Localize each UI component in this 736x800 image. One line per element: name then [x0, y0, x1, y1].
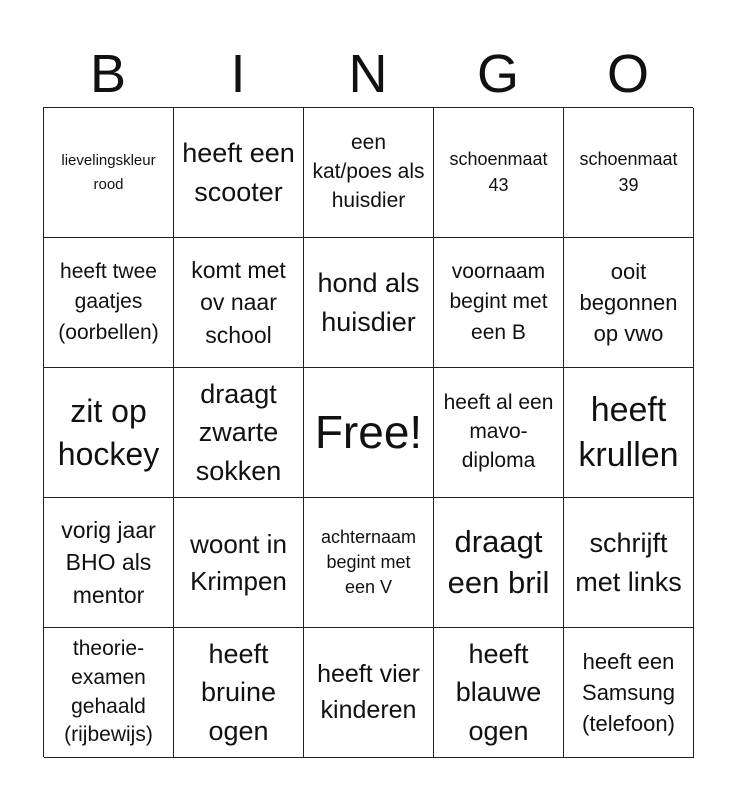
cell-text: woont in Krimpen [190, 528, 287, 596]
cell-text: een kat/poes als huisdier [312, 131, 425, 212]
bingo-cell[interactable] [434, 628, 564, 758]
bingo-cell[interactable] [304, 498, 434, 628]
bingo-cell[interactable] [564, 108, 694, 238]
cell-text: schrijft met links [575, 528, 682, 597]
bingo-cell[interactable] [564, 498, 694, 628]
bingo-cell[interactable] [304, 108, 434, 238]
cell-text: hond als huisdier [317, 268, 420, 337]
cell-text: heeft bruine ogen [200, 639, 277, 746]
cell-text: theorie-examen gehaald (rijbewijs) [64, 636, 153, 747]
cell-text: heeft twee gaatjes (oorbellen) [58, 259, 159, 344]
bingo-header [43, 40, 693, 108]
bingo-cell[interactable] [174, 628, 304, 758]
bingo-cell[interactable] [174, 238, 304, 368]
bingo-cell[interactable] [44, 368, 174, 498]
header-letter-n: N [348, 44, 388, 104]
bingo-cell[interactable] [564, 368, 694, 498]
cell-text: heeft vier kinderen [317, 660, 420, 724]
bingo-cell[interactable] [174, 368, 304, 498]
bingo-cell[interactable] [434, 368, 564, 498]
cell-text: achternaam begint met een V [320, 526, 417, 598]
cell-text: schoenmaat 39 [579, 149, 678, 195]
cell-text: heeft blauwe ogen [455, 639, 542, 746]
bingo-cell[interactable] [44, 108, 174, 238]
cell-text: heeft al een mavo-diploma [443, 391, 554, 472]
header-letter-g: G [476, 44, 519, 104]
bingo-cell[interactable] [174, 108, 304, 238]
cell-text: zit op hockey [57, 393, 160, 472]
cell-text: komt met ov naar school [191, 256, 286, 348]
bingo-cell[interactable] [434, 238, 564, 368]
bingo-cell[interactable] [174, 498, 304, 628]
bingo-grid [43, 107, 693, 757]
cell-text: draagt zwarte sokken [195, 379, 282, 486]
bingo-cell[interactable] [44, 628, 174, 758]
free-space: Free! [314, 405, 423, 458]
cell-text: draagt een bril [447, 523, 550, 600]
header-letter-i: I [230, 44, 246, 104]
bingo-cell[interactable] [44, 238, 174, 368]
bingo-cell[interactable] [304, 368, 434, 498]
bingo-cell[interactable] [304, 628, 434, 758]
bingo-cell[interactable] [434, 498, 564, 628]
bingo-cell[interactable] [564, 238, 694, 368]
cell-text: heeft een scooter [182, 138, 295, 207]
bingo-cell[interactable] [434, 108, 564, 238]
bingo-cell[interactable] [564, 628, 694, 758]
bingo-cell[interactable] [304, 238, 434, 368]
header-letter-b: B [89, 44, 127, 104]
bingo-cell[interactable] [44, 498, 174, 628]
cell-text: schoenmaat 43 [449, 149, 548, 195]
cell-text: voornaam begint met een B [449, 259, 548, 344]
cell-text: heeft een Samsung (telefoon) [582, 648, 675, 737]
cell-text: lievelingskleur rood [61, 152, 156, 193]
cell-text: ooit begonnen op vwo [579, 258, 678, 347]
header-letter-o: O [606, 44, 649, 104]
cell-text: heeft krullen [578, 390, 679, 474]
cell-text: vorig jaar BHO als mentor [61, 516, 156, 608]
